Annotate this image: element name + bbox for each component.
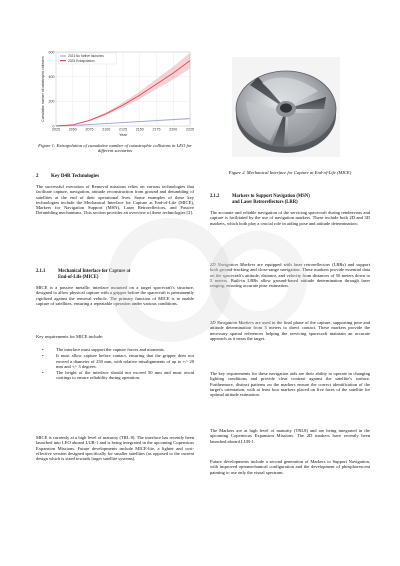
collision-chart-svg <box>38 48 194 140</box>
section212-title-line2: and Laser Retroreflectors (LRR) <box>232 199 298 205</box>
mice-interface-image <box>232 57 340 157</box>
y-tick-label: 600 <box>48 50 55 55</box>
section2-heading <box>36 174 194 180</box>
figure1-chart <box>38 48 194 140</box>
y-tick-label: 0 <box>52 124 55 129</box>
msn-paragraph-1: The accurate and reliable navigation of the servicing spacecraft during rendezvous and capture is facilitated by the use of navigation markers. These include both 2D and 3D markers, which both play a crucial role in aiding pose and attitude determination: <box>210 210 370 226</box>
section211-number: 2.1.1 <box>36 269 46 274</box>
x-tick-label: 2150 <box>135 127 144 132</box>
section211-title <box>58 269 130 280</box>
section211-title-line2: End-of-Life (MICE) <box>58 274 99 280</box>
section212-number: 2.1.2 <box>210 194 220 199</box>
legend-label: 2025 Extrapolation <box>68 58 95 63</box>
figure2-photo <box>232 57 340 157</box>
section212-title-line1: Markers to Support Navigation (MSN) <box>232 194 310 199</box>
section211-heading <box>36 269 194 280</box>
x-axis-label: Year <box>119 133 127 137</box>
section211-title-line1: Mechanical Interface for Capture at <box>58 269 131 274</box>
msn-paragraph-3 <box>210 320 370 341</box>
figure2-caption: Figure 2. Mechanical Interface for Capture at End-of-Life (MICE) <box>228 170 352 175</box>
x-tick-label: 2200 <box>169 127 178 132</box>
mice-paragraph-3: MICE is currently at a high level of maturity (TRL 8). The interface has recently been launched into LEO aboard LUR-1 and is being integrated in the upcoming Copernicus Expansion Missions. Future developments include MICE-lite, a lighter and cost-effective version designed specifically for smaller satellites (as opposed to the current design which is sized towards larger satellite systems). <box>36 435 194 462</box>
x-tick-label: 2125 <box>119 127 127 132</box>
mice-requirement-item: • The height of the interface should not exceed 50 mm and must avoid coatings to ensure reliability during operation. <box>36 370 194 381</box>
figure1-caption: Figure 1: Extrapolation of cumulative number of catastrophic collisions in LEO for different scenarios <box>38 143 192 154</box>
section2-number: 2 <box>36 174 39 179</box>
y-tick-label: 400 <box>48 75 55 80</box>
msn-paragraph-6: Future developments include a second generation of Markers to Support Navigation, with improved optomechanical configuration and the development of phosphorescent painting to use only the visual spectrum. <box>210 459 370 475</box>
x-tick-label: 2225 <box>186 127 194 132</box>
section2-title: Key D4R Technologies <box>51 174 100 179</box>
mice-paragraph-1: MICE is a passive metallic interface mounted on a target spacecraft's structure, designed to allow physical capture with a gripper before the spacecraft is permanently rigidized against the removal vehicle. The primary function of MICE is to enable capture of satellites, ensuring a repeatable operation under various conditions. <box>36 285 194 306</box>
mice-requirements-list <box>36 347 194 381</box>
legend-label: 2024 No further launches <box>68 54 104 59</box>
section212-title <box>232 194 310 205</box>
y-axis-label: Cumulative number of catastrophic collisions <box>41 56 45 122</box>
y-tick-label: 200 <box>48 99 55 104</box>
msn-paragraph-5: The Markers are at high level of maturity (TRL8) and are being integrated in the upcoming Copernicus Expansion Missions. The 2D markers have recently been launched aboard LUR-1. <box>210 428 370 444</box>
mice-requirement-item: • It must allow capture before contact, ensuring that the gripper does not exceed a diameter of 250 mm, with relative misalignments of up to +/- 20 mm and +/- 3 degrees. <box>36 353 194 369</box>
msn-paragraph-2 <box>210 262 370 288</box>
section2-paragraph: The successful execution of Removal missions relies on various technologies that facilitate capture, navigation, attitude reconstruction from ground and detumbling of satellites at the end of their operational lives. Some examples of these key technologies include the Mechanical Interface for Capture at End-of-Life (MICE), Markers for Navigation Support (MSN), Laser Retroreflectors, and Passive Detumbling mechanisms. This section provides an overview of these technologies [2]. <box>36 184 194 216</box>
x-tick-label: 2075 <box>85 127 94 132</box>
x-tick-label: 2100 <box>102 127 111 132</box>
mice-paragraph-2: Key requirements for MICE include: <box>36 334 104 339</box>
msn-2d-text: are equipped with laser retroreflectors (LRRs) and support both ground-tracking and close-range navigation. These markers provide essential data on the spacecraft's attitude, distance, and velocity from distances of 50 meters down to 5 meters. Built-in LRRs allow ground-based attitude determination through laser ranging, ensuring accurate pose estimation. <box>210 262 370 289</box>
msn-3d-lead: 3D Navigation Markers <box>210 320 254 325</box>
msn-3d-text: are used in the final phase of the capture, supporting pose and attitude determination from 5 meters to direct contact. These markers provide the necessary spatial references helping the servicing spacecraft maintain an accurate approach as it nears the target. <box>210 320 370 341</box>
x-tick-label: 2175 <box>152 127 161 132</box>
x-tick-label: 2050 <box>68 127 77 132</box>
msn-paragraph-4: The key requirements for these navigation aids are their ability to operate in changing lighting conditions and provide clear contrast against the satellite's surface. Furthermore, distinct patterns on the markers ensure the correct identification of the target's orientation, with at least four markers placed on five faces of the satellite for optimal attitude estimation. <box>210 371 370 398</box>
msn-2d-lead: 2D Navigation Markers <box>210 262 256 267</box>
x-tick-label: 2025 <box>52 127 60 132</box>
mice-requirement-item: • The interface must support the capture forces and moments. <box>36 347 194 352</box>
section212-heading <box>210 194 370 205</box>
